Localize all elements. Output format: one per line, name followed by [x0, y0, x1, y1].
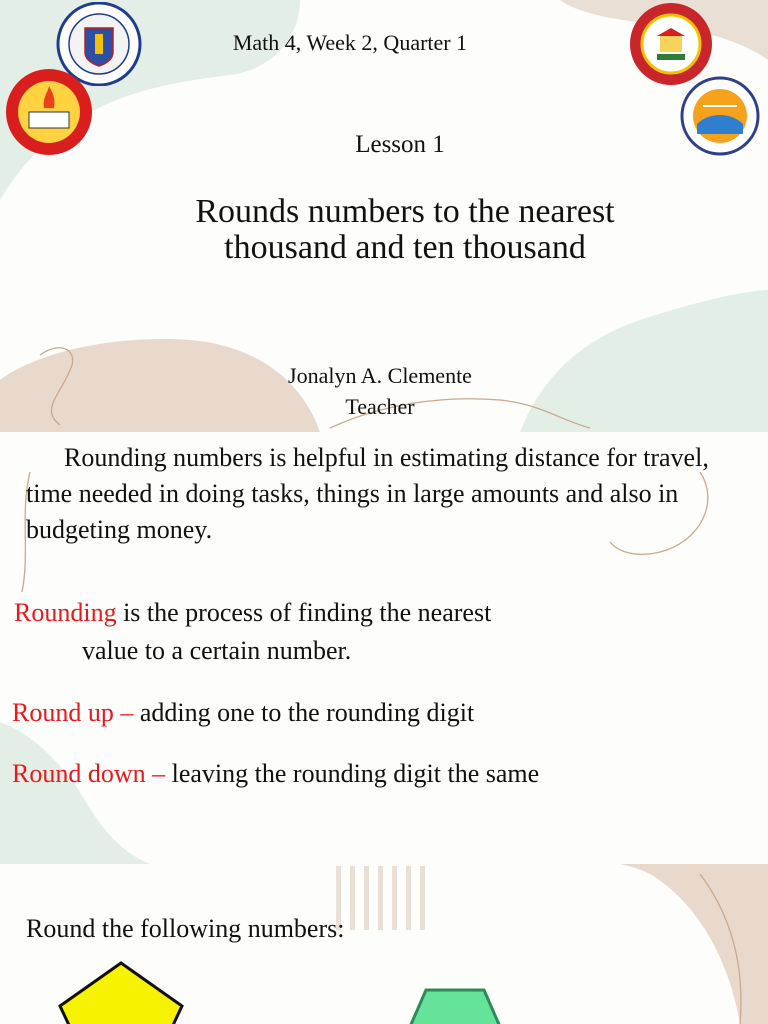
- exercise-slide: [0, 864, 768, 1024]
- rounding-definition: [14, 598, 491, 628]
- yellow-pentagon-shape: [56, 960, 186, 1024]
- teacher-block: [230, 360, 530, 422]
- lesson-title: [110, 194, 700, 266]
- deped-rizal-logo-icon: [673, 76, 767, 156]
- teacher-role: Teacher: [345, 394, 415, 419]
- round-down-term: Round down –: [12, 759, 166, 788]
- school-logo-icon: [627, 2, 715, 86]
- lesson-title-line1: Rounds numbers to the nearest: [195, 193, 615, 230]
- green-trapezoid-shape: [400, 986, 510, 1024]
- lesson-label: Lesson 1: [355, 131, 445, 158]
- exercise-prompt: Round the following numbers:: [26, 914, 345, 943]
- round-down-text: leaving the rounding digit the same: [165, 759, 540, 788]
- title-slide: [0, 0, 768, 432]
- round-up-term: Round up –: [12, 698, 134, 727]
- round-down-definition: [12, 759, 539, 789]
- definitions-slide: [0, 432, 768, 864]
- round-up-definition: [12, 698, 474, 728]
- rounding-definition-text: is the process of finding the nearest: [116, 598, 492, 627]
- rounding-definition-continued: value to a certain number.: [82, 636, 352, 665]
- teacher-name: Jonalyn A. Clemente: [288, 363, 472, 388]
- intro-paragraph: Rounding numbers is helpful in estimating distance for travel, time needed in doing tasks, things in large amounts and also in budgeting money.: [26, 443, 709, 544]
- round-up-text: adding one to the rounding digit: [133, 698, 475, 727]
- rounding-term: Rounding: [14, 598, 117, 627]
- course-header: Math 4, Week 2, Quarter 1: [232, 30, 468, 55]
- deped-region-seal-icon: [2, 68, 96, 156]
- lesson-title-line2: thousand and ten thousand: [224, 229, 586, 266]
